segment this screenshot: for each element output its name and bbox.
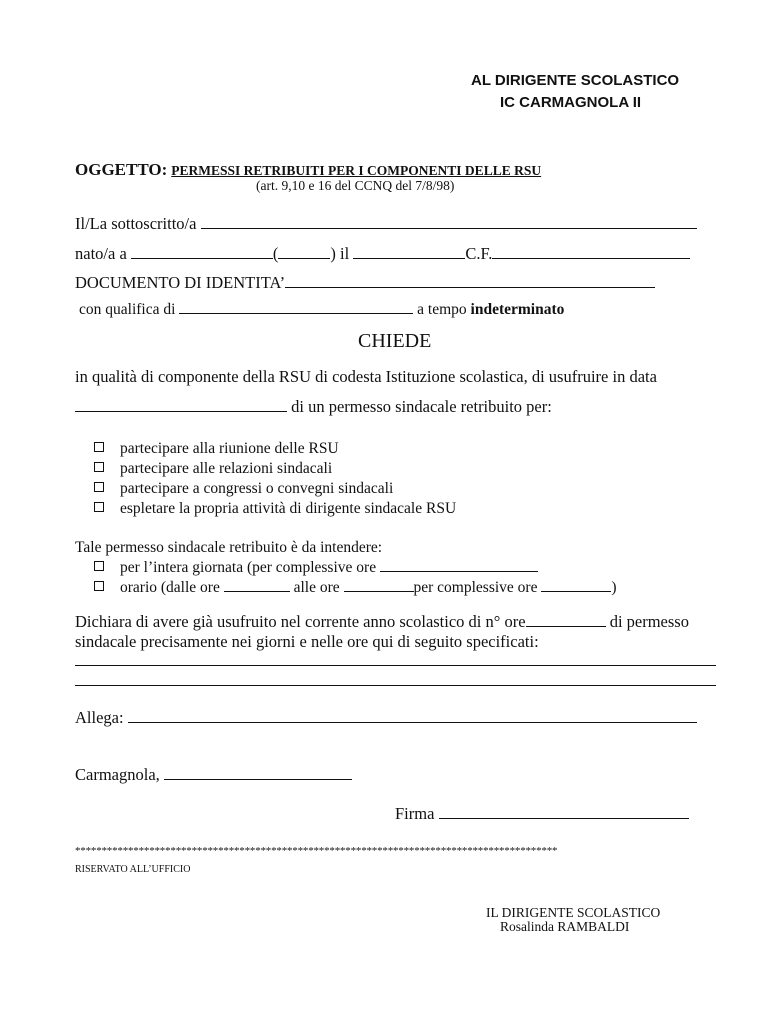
documento-blank[interactable]: [285, 286, 655, 288]
dichiara-text-2: di permesso: [609, 612, 689, 631]
sottoscritto-label: Il/La sottoscritto/a: [75, 214, 197, 233]
orario-close: ): [611, 579, 617, 596]
dichiara-line-2: sindacale precisamente nei giorni e nelle ore qui di seguito specificati:: [75, 632, 539, 651]
firma-label: Firma: [395, 804, 435, 823]
checkbox-icon[interactable]: [94, 442, 104, 452]
data-nascita-label: ) il: [330, 244, 350, 263]
complessive-ore-blank[interactable]: [541, 590, 611, 592]
option-item[interactable]: [94, 500, 456, 518]
subject-label: OGGETTO:: [75, 160, 168, 179]
permesso-giornata[interactable]: [94, 559, 538, 577]
dichiara-blank-line-2[interactable]: [75, 685, 716, 686]
option-item[interactable]: [94, 440, 339, 458]
option-item[interactable]: [94, 480, 393, 498]
field-sottoscritto: [75, 214, 697, 234]
giornata-label: per l’intera giornata (per complessive ore: [120, 559, 377, 576]
request-line-2: [75, 397, 552, 417]
giornata-ore-blank[interactable]: [380, 570, 538, 572]
request-line-1: in qualità di componente della RSU di codesta Istituzione scolastica, di usufruire in data: [75, 367, 657, 386]
firma-blank[interactable]: [439, 817, 689, 819]
qualifica-label: con qualifica di: [79, 301, 176, 318]
dichiara-text-1: Dichiara di avere già usufruito nel corrente anno scolastico di n° ore: [75, 612, 526, 631]
recipient-line-1: AL DIRIGENTE SCOLASTICO: [471, 72, 680, 89]
data-permesso-blank[interactable]: [75, 410, 287, 412]
checkbox-icon[interactable]: [94, 502, 104, 512]
subject-title: PERMESSI RETRIBUITI PER I COMPONENTI DELLE RSU: [171, 163, 542, 178]
provincia-blank[interactable]: [278, 257, 330, 259]
field-firma: [395, 804, 689, 824]
chiede-heading: CHIEDE: [358, 330, 432, 352]
cf-label: C.F.: [465, 244, 493, 263]
separator-line: *******************************************************************************************: [75, 845, 558, 857]
riservato-label: RISERVATO ALL’UFFICIO: [75, 864, 191, 875]
option-label: partecipare alla riunione delle RSU: [120, 440, 339, 457]
recipient-line-2: IC CARMAGNOLA II: [500, 94, 642, 111]
prov-open: (: [272, 244, 279, 263]
option-item[interactable]: [94, 460, 332, 478]
checkbox-icon[interactable]: [94, 462, 104, 472]
subject-reference: (art. 9,10 e 16 del CCNQ del 7/8/98): [256, 178, 455, 193]
checkbox-icon[interactable]: [94, 482, 104, 492]
tempo-label: a tempo: [417, 301, 467, 318]
dalle-ore-blank[interactable]: [224, 590, 290, 592]
option-label: partecipare alle relazioni sindacali: [120, 460, 333, 477]
luogo-label: Carmagnola,: [75, 765, 160, 784]
data-nascita-blank[interactable]: [353, 257, 465, 259]
documento-label: DOCUMENTO DI IDENTITA’: [75, 273, 286, 292]
cf-blank[interactable]: [492, 257, 690, 259]
qualifica-blank[interactable]: [179, 312, 413, 314]
permesso-orario[interactable]: [94, 579, 617, 597]
sottoscritto-blank[interactable]: [201, 227, 697, 229]
permesso-intro: Tale permesso sindacale retribuito è da intendere:: [75, 539, 383, 556]
orario-complessive-label: per complessive ore: [413, 579, 538, 596]
checkbox-icon[interactable]: [94, 581, 104, 591]
dichiara-line-1: [75, 612, 689, 632]
field-nascita: [75, 244, 690, 264]
checkbox-icon[interactable]: [94, 561, 104, 571]
alle-ore-blank[interactable]: [344, 590, 414, 592]
luogo-nascita-blank[interactable]: [131, 257, 273, 259]
indeterminato-label: indeterminato: [470, 301, 565, 318]
field-luogo: [75, 765, 352, 785]
field-documento: [75, 273, 655, 293]
option-label: partecipare a congressi o convegni sindacali: [120, 480, 394, 497]
orario-dalle-label: orario (dalle ore: [120, 579, 220, 596]
dirigente-name: Rosalinda RAMBALDI: [500, 919, 630, 934]
dichiara-blank-line-1[interactable]: [75, 665, 716, 666]
subject-line: [75, 160, 541, 180]
option-label: espletare la propria attività di dirigente sindacale RSU: [120, 500, 457, 517]
ore-usufruite-blank[interactable]: [526, 625, 606, 627]
field-allega: [75, 708, 697, 728]
request-line-2-text: di un permesso sindacale retribuito per:: [291, 397, 552, 416]
orario-alle-label: alle ore: [293, 579, 340, 596]
allega-label: Allega:: [75, 708, 124, 727]
field-qualifica: [79, 301, 564, 319]
nato-label: nato/a a: [75, 244, 127, 263]
dirigente-title: IL DIRIGENTE SCOLASTICO: [486, 905, 661, 920]
allega-blank[interactable]: [128, 721, 697, 723]
data-luogo-blank[interactable]: [164, 778, 352, 780]
